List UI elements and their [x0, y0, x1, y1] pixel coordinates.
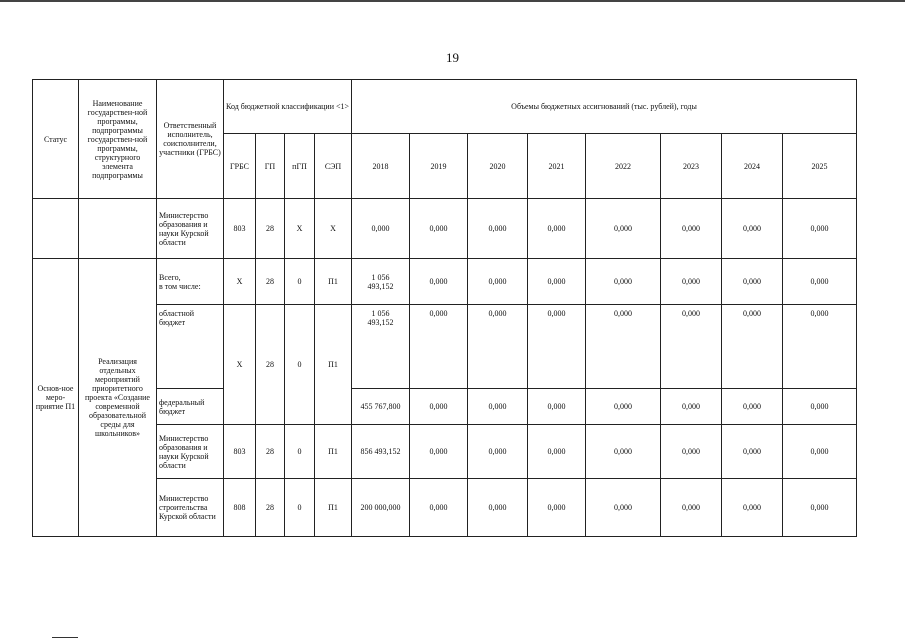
value-cell: 0,000	[468, 479, 528, 537]
value-cell: 0,000	[352, 199, 410, 259]
value-cell: 0,000	[528, 259, 586, 305]
gp-cell: 28	[256, 199, 285, 259]
status-cell: Основ-ное меро-приятие П1	[33, 259, 79, 537]
header-year: 2018	[352, 134, 410, 199]
value-cell: 0,000	[661, 479, 722, 537]
value-cell: 0,000	[661, 259, 722, 305]
value-cell: 856 493,152	[352, 425, 410, 479]
grbs-cell: 803	[224, 425, 256, 479]
executor-cell: областной бюджет	[157, 305, 224, 389]
value-cell: 0,000	[528, 479, 586, 537]
footnote-separator	[52, 637, 78, 638]
header-year: 2024	[722, 134, 783, 199]
gp-cell: 28	[256, 425, 285, 479]
value-cell: 0,000	[661, 425, 722, 479]
table-row	[33, 479, 857, 537]
program-name-cell-empty	[79, 199, 157, 259]
value-cell: 0,000	[410, 305, 468, 389]
header-budget-code: Код бюджетной классификации <1>	[224, 80, 352, 134]
sep-cell: П1	[315, 305, 352, 425]
header-year: 2022	[586, 134, 661, 199]
value-cell: 0,000	[722, 479, 783, 537]
header-row-1	[33, 80, 857, 134]
pgp-cell: 0	[285, 425, 315, 479]
value-cell: 0,000	[586, 199, 661, 259]
header-year: 2020	[468, 134, 528, 199]
value-cell: 0,000	[410, 199, 468, 259]
gp-cell: 28	[256, 259, 285, 305]
value-cell: 0,000	[722, 199, 783, 259]
program-name-cell: Реализация отдельных мероприятий приоритетного проекта «Создание современной образовательной среды для школьников»	[79, 259, 157, 537]
grbs-cell: 803	[224, 199, 256, 259]
grbs-cell: X	[224, 259, 256, 305]
header-pgp: пГП	[285, 134, 315, 199]
value-cell: 0,000	[661, 305, 722, 389]
pgp-cell: 0	[285, 305, 315, 425]
sep-cell: П1	[315, 425, 352, 479]
header-year: 2023	[661, 134, 722, 199]
header-grbs: ГРБС	[224, 134, 256, 199]
table-row	[33, 259, 857, 305]
value-cell: 0,000	[410, 479, 468, 537]
value-cell: 0,000	[528, 425, 586, 479]
sep-cell: П1	[315, 479, 352, 537]
executor-cell: Всего, в том числе:	[157, 259, 224, 305]
value-cell: 0,000	[722, 425, 783, 479]
budget-table	[32, 79, 857, 537]
grbs-cell: X	[224, 305, 256, 425]
value-cell: 0,000	[410, 425, 468, 479]
value-cell: 0,000	[468, 199, 528, 259]
sep-cell: X	[315, 199, 352, 259]
grbs-cell: 808	[224, 479, 256, 537]
value-cell: 0,000	[586, 479, 661, 537]
table-row	[33, 199, 857, 259]
value-cell: 0,000	[468, 389, 528, 425]
value-cell: 1 056 493,152	[352, 305, 410, 389]
value-cell: 0,000	[410, 259, 468, 305]
value-cell: 0,000	[783, 479, 857, 537]
table-row	[33, 389, 857, 425]
header-program-name: Наименование государствен-ной программы, подпрограммы государствен-ной программы, структурного элемента подпрограммы	[79, 80, 157, 199]
value-cell: 455 767,800	[352, 389, 410, 425]
gp-cell: 28	[256, 479, 285, 537]
executor-cell: Министерство образования и науки Курской области	[157, 425, 224, 479]
value-cell: 0,000	[586, 259, 661, 305]
executor-cell: Министерство строительства Курской области	[157, 479, 224, 537]
pgp-cell: 0	[285, 479, 315, 537]
value-cell: 0,000	[586, 389, 661, 425]
page-number: 19	[446, 50, 459, 65]
table-row	[33, 425, 857, 479]
value-cell: 0,000	[661, 389, 722, 425]
header-status: Статус	[33, 80, 79, 199]
value-cell: 200 000,000	[352, 479, 410, 537]
value-cell: 1 056 493,152	[352, 259, 410, 305]
value-cell: 0,000	[783, 389, 857, 425]
table-row	[33, 305, 857, 389]
executor-cell: федеральный бюджет	[157, 389, 224, 425]
header-year: 2019	[410, 134, 468, 199]
header-sep: СЭП	[315, 134, 352, 199]
value-cell: 0,000	[468, 425, 528, 479]
value-cell: 0,000	[468, 259, 528, 305]
status-cell-empty	[33, 199, 79, 259]
value-cell: 0,000	[722, 305, 783, 389]
value-cell: 0,000	[722, 259, 783, 305]
header-year: 2021	[528, 134, 586, 199]
sep-cell: П1	[315, 259, 352, 305]
value-cell: 0,000	[586, 425, 661, 479]
pgp-cell: X	[285, 199, 315, 259]
value-cell: 0,000	[722, 389, 783, 425]
value-cell: 0,000	[468, 305, 528, 389]
value-cell: 0,000	[528, 199, 586, 259]
value-cell: 0,000	[783, 259, 857, 305]
value-cell: 0,000	[783, 305, 857, 389]
gp-cell: 28	[256, 305, 285, 425]
header-executor: Ответственный исполнитель, соисполнители, участники (ГРБС)	[157, 80, 224, 199]
value-cell: 0,000	[661, 199, 722, 259]
value-cell: 0,000	[410, 389, 468, 425]
value-cell: 0,000	[783, 199, 857, 259]
header-year: 2025	[783, 134, 857, 199]
header-gp: ГП	[256, 134, 285, 199]
value-cell: 0,000	[783, 425, 857, 479]
executor-cell: Министерство образования и науки Курской области	[157, 199, 224, 259]
value-cell: 0,000	[586, 305, 661, 389]
value-cell: 0,000	[528, 389, 586, 425]
value-cell: 0,000	[528, 305, 586, 389]
pgp-cell: 0	[285, 259, 315, 305]
header-volumes: Объемы бюджетных ассигнований (тыс. рублей), годы	[352, 80, 857, 134]
scan-edge	[0, 0, 905, 2]
